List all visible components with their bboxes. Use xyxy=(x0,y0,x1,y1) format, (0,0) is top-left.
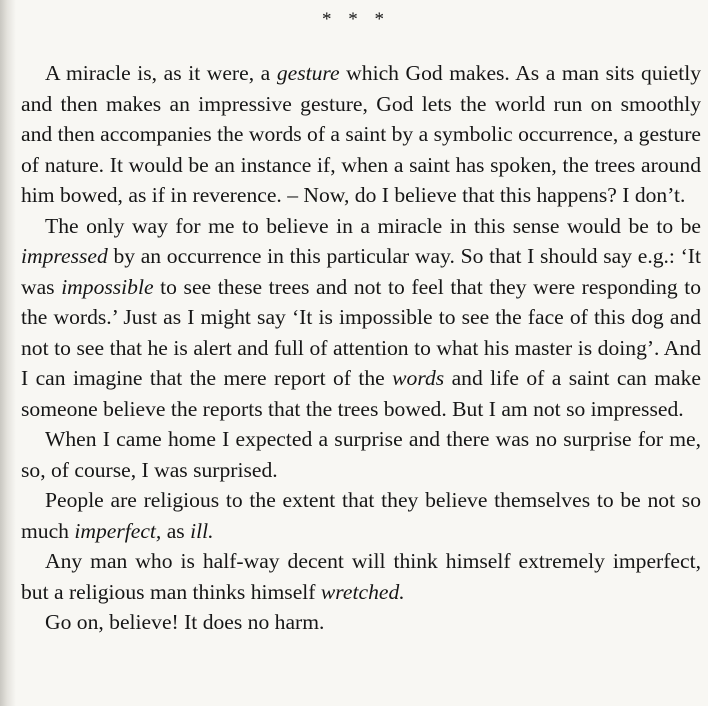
text-segment: A miracle is, as it were, a xyxy=(45,61,277,85)
italic-text-segment: gesture xyxy=(276,61,340,85)
text-segment: The only way for me to believe in a miracle in this sense would be to be xyxy=(45,213,701,238)
text-segment: Any man who is half-way decent will think himself extremely imperfect, but a religious man thinks himself xyxy=(21,549,701,604)
italic-text-segment: imperfect, xyxy=(74,518,162,543)
paragraph-wretched xyxy=(21,546,701,607)
text-segment: and life of a saint can make someone believe the reports that the trees bowed. But I am not so impressed. xyxy=(21,366,701,421)
text-segment: People are religious to the extent that they believe themselves to be not so much xyxy=(21,488,701,543)
paragraph-surprise xyxy=(21,424,701,485)
text-segment: to see these trees and not to feel that they were responding to the words.’ Just as I might say ‘It is impossible to see the face of this dog and not to see that he is alert and full of attention to what his master is doing’. And I can imagine that the mere report of the xyxy=(21,274,702,390)
paragraph-miracle-gesture xyxy=(21,58,701,211)
italic-text-segment: wretched. xyxy=(320,579,405,604)
text-segment: When I came home I expected a surprise and there was no surprise for me, so, of course, I was surprised. xyxy=(21,427,701,482)
italic-text-segment: impossible xyxy=(61,274,154,299)
body-text xyxy=(21,58,701,638)
text-segment: by an occurrence in this particular way. So that I should say e.g.: ‘It was xyxy=(21,244,701,299)
italic-text-segment: ill. xyxy=(190,518,214,543)
paragraph-go-on-believe xyxy=(21,607,701,638)
text-segment: which God makes. As a man sits quietly and then makes an impressive gesture, God lets the world run on smoothly and then accompanies the words of a saint by a symbolic occurrence, a gesture of nature. It would be an instance if, when a saint has spoken, the trees around him bowed, as if in reverence. – Now, do I believe that this happens? I don’t. xyxy=(21,61,702,207)
paragraph-believe-miracle xyxy=(21,211,701,425)
paragraph-religious-ill xyxy=(21,485,701,546)
section-ornament: * * * xyxy=(322,9,390,30)
text-segment: as xyxy=(161,518,191,543)
italic-text-segment: words xyxy=(392,366,445,390)
text-segment: Go on, believe! It does no harm. xyxy=(45,610,325,634)
italic-text-segment: impressed xyxy=(21,244,108,268)
page-gutter-shadow xyxy=(0,0,16,706)
